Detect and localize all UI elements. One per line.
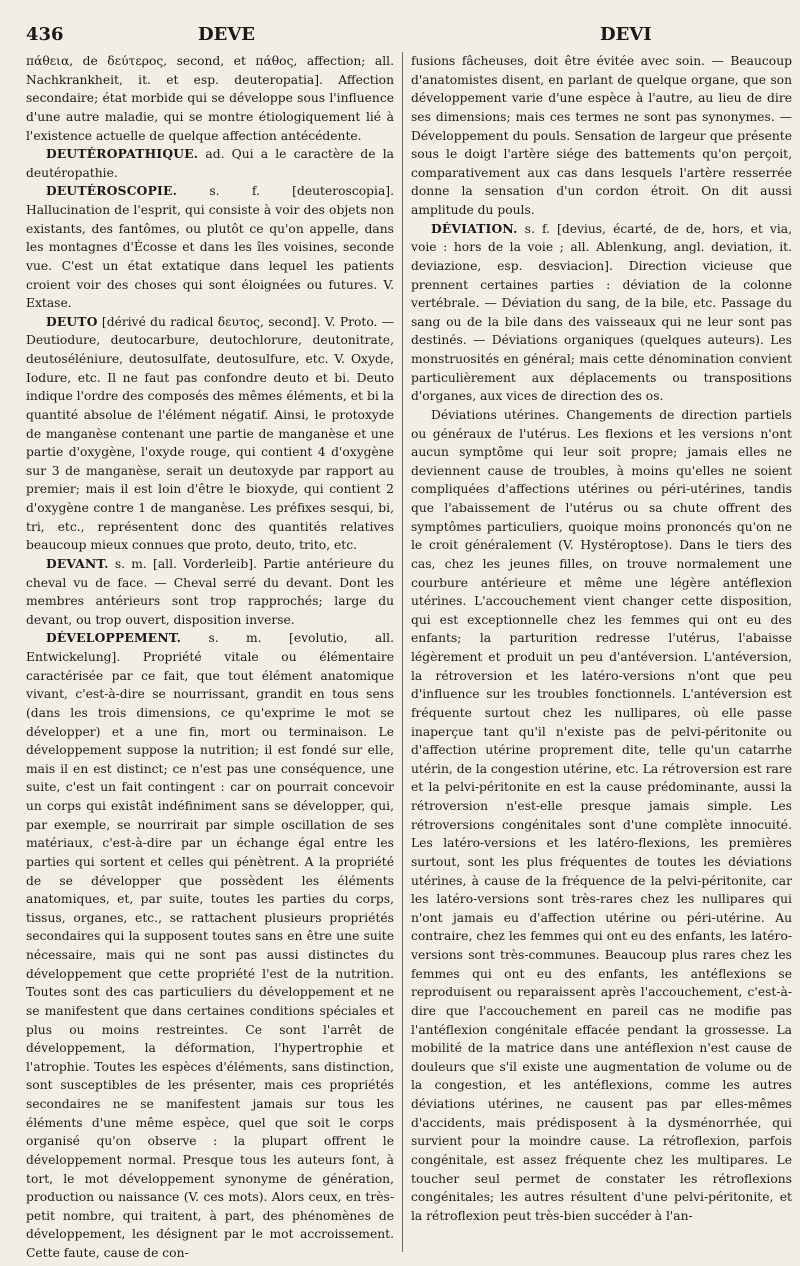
entry-deviation (411, 220, 792, 406)
entry-deuteropathique (26, 145, 394, 182)
right-column (411, 52, 792, 1260)
headword: DEUTO (46, 313, 98, 329)
headword: DÉVIATION. (431, 220, 518, 236)
definition: s. m. [evolutio, all. Entwickelung]. Propriété vitale ou élémentaire caractérisée par ce fait, que tout élément anatomique vivant, c'est-à-dire se nourrissant, grandit en tous sens (dans les trois dimensions, ce qu'exprime le mot se développer) et a une fin, mort ou terminaison. Le développement suppose la nutrition; il est fondé sur elle, mais il en est distinct; ce n'est pas une conséquence, une suite, c'est un fait contingent : car on pourrait concevoir un corps qui existât indéfiniment sans se développer, qui, par exemple, se nourrirait par simple oscillation de ses matériaux, c'est-à-dire par un échange égal entre les parties qui sortent et celles qui pénètrent. A la propriété de se développer que possèdent les éléments anatomiques, et, par suite, toutes les parties du corps, tissus, organes, etc., se rattachent plusieurs propriétés secondaires qui la supposent toutes sans en être une suite nécessaire, mais qui ne sont pas aussi distinctes du développement que cette propriété l'est de la nutrition. Toutes sont des cas particuliers du développement et ne se manifestent que dans certaines conditions spéciales et plus ou moins restreintes. Ce sont l'arrêt de développement, la déformation, l'hypertrophie et l'atrophie. Toutes les espèces d'éléments, sans distinction, sont susceptibles de les présenter, mais ces propriétés secondaires ne se manifestent jamais sur tous les éléments d'une même espèce, quel que soit le corps organisé qu'on observe : la plupart offrent le développement normal. Presque tous les auteurs font, à tort, le mot développement synonyme de génération, production ou naissance (V. ces mots). Alors ceux, en très-petit nombre, qui traitent, à part, des phénomènes de développement, les désignent par le mot accroissement. Cette faute, cause de con- (26, 631, 394, 1260)
paragraph-text: πάθεια, de δεύτερος, second, et πάθος, affection; all. Nachkrankheit, it. et esp. deuteropatia]. Affection secondaire; état morbide qui se développe sous l'influence d'une autre maladie, qui se montre étiologiquement lié à l'existence actuelle de quelque affection antécédente. (26, 54, 394, 143)
page-header (26, 24, 792, 48)
paragraph-continued (411, 52, 792, 220)
definition: ad. Qui a le caractère de la deutéropathie. (26, 147, 394, 180)
column-divider (402, 52, 403, 1252)
page-number: 436 (26, 24, 64, 45)
headword: DEVANT. (46, 555, 109, 571)
entry-deuto (26, 313, 394, 555)
paragraph-text: Déviations utérines. Changements de direction partiels ou généraux de l'utérus. Les flexions et les versions n'ont aucun symptôme qui leur soit propre; jamais elles ne deviennent cause de troubles, à moins qu'elles ne soient compliquées d'affections utérines ou péri-utérines, tandis que l'abaissement de l'utérus ou sa chute offrent des symptômes particuliers, quoique moins prononcés qu'on ne le croit généralement (V. Hystéroptose). Dans le tiers des cas, chez les jeunes filles, on trouve normalement une courbure antérieure et même une légère antéflexion utérines. L'accouchement vient changer cette disposition, qui est exceptionnelle chez les femmes qui ont eu des enfants; la parturition redresse l'utérus, l'abaisse légèrement et produit un peu d'antéversion. L'antéversion, la rétroversion et les latéro-versions n'ont que peu d'influence sur les troubles fonctionnels. L'antéversion est fréquente surtout chez les nullipares, où elle passe inaperçue tant qu'il n'existe pas de pelvi-péritonite ou d'affection utérine proprement dite, telle qu'un catarrhe utérin, de la congestion utérine, etc. La rétroversion est rare et la pelvi-péritonite en est la cause prédominante, aussi la rétroversion n'est-elle presque jamais simple. Les rétroversions congénitales sont d'une complète innocuité. Les latéro-versions et les latéro-flexions, les premières surtout, sont les plus fréquentes de toutes les déviations utérines, à cause de la fréquence de la pelvi-péritonite, car les latéro-versions sont très-rares chez les nullipares qui n'ont jamais eu d'affection utérine ou péri-utérine. Au contraire, chez les femmes qui ont eu des enfants, les latéro-versions sont très-communes. Beaucoup plus rares chez les femmes qui ont eu des enfants, les antéflexions se reproduisent ou reparaissent après l'accouchement, c'est-à-dire que l'accouchement en pareil cas ne modifie pas l'antéflexion congénitale effacée pendant la grossesse. La mobilité de la matrice dans une antéflexion n'est cause de douleurs que s'il existe une augmentation de volume ou de la congestion, et les antéflexions, comme les autres déviations utérines, ne causent pas par elles-mêmes d'accidents, mais prédisposent à la dysménorrhée, qui survient pour la moindre cause. La rétroflexion, parfois congénitale, est assez fréquente chez les multipares. Le toucher seul permet de constater les rétroflexions congénitales; les autres résultent d'une pelvi-péritonite, et la rétroflexion peut très-bien succéder à l'an- (411, 407, 792, 1223)
paragraph-continued (26, 52, 394, 145)
headword: DEUTÉROPATHIQUE. (46, 146, 199, 162)
headword: DÉVELOPPEMENT. (46, 630, 182, 646)
entry-developpement (26, 629, 394, 1260)
paragraph-text: fusions fâcheuses, doit être évitée avec soin. — Beaucoup d'anatomistes disent, en parlant de quelque organe, que son développement varie d'une espèce à l'autre, au lieu de dire ses dimensions; mais ces termes ne sont pas synonymes. — Développement du pouls. Sensation de largeur que présente sous le doigt l'artère siége des battements qu'on perçoit, comparativement aux cas dans lesquels l'artère resserrée donne la sensation d'un cordon étroit. On dit aussi amplitude du pouls. (411, 54, 792, 217)
definition: s. f. [deuteroscopia]. Hallucination de l'esprit, qui consiste à voir des objets non existants, des fantômes, ou plutôt ce qu'on appelle, dans les montagnes d'Écosse et dans les îles voisines, seconde vue. C'est un état extatique dans lequel les patients croient voir des choses qui sont éloignées ou futures. V. Extase. (26, 184, 394, 311)
left-column (26, 52, 394, 1260)
entry-devant (26, 555, 394, 630)
definition: s. m. [all. Vorderleib]. Partie antérieure du cheval vu de face. — Cheval serré du devant. Dont les membres antérieurs sont trop rapprochés; large du devant, ou trop ouvert, disposition inverse. (26, 556, 394, 627)
definition: [dérivé du radical δευτος, second]. V. Proto. — Deutiodure, deutocarbure, deutochlorure, deutonitrate, deutoséléniure, deutosulfate, deutosulfure, etc. V. Oxyde, Iodure, etc. Il ne faut pas confondre deuto et bi. Deuto indique l'ordre des composés des mêmes éléments, et bi la quantité absolue de l'élément négatif. Ainsi, le protoxyde de manganèse contenant une partie de manganèse et une partie d'oxygène, l'oxyde rouge, qui contient 4 d'oxygène sur 3 de manganèse, serait un deutoxyde par rapport au premier; mais il est loin d'être le bioxyde, qui contient 2 d'oxygène contre 1 de manganèse. Les préfixes sesqui, bi, tri, etc., représentent donc des quantités relatives beaucoup mieux connues que proto, deuto, trito, etc. (26, 314, 394, 553)
entry-deuteroscopie (26, 182, 394, 312)
running-head-right: DEVI (600, 24, 652, 45)
definition: s. f. [devius, écarté, de de, hors, et via, voie : hors de la voie ; all. Ablenkung, angl. deviation, it. deviazione, esp. desviacion]. Direction vicieuse que prennent certaines parties : déviation de la colonne vertébrale. — Déviation du sang, de la bile, etc. Passage du sang ou de la bile dans des vaisseaux qui ne leur sont pas destinés. — Déviations organiques (quelques auteurs). Les monstruosités en général; mais cette dénomination convient particulièrement aux déplacements ou transpositions d'organes, aux vices de direction des os. (411, 221, 792, 404)
running-head-left: DEVE (198, 24, 256, 45)
headword: DEUTÉROSCOPIE. (46, 183, 178, 199)
entry-deviations-uterines (411, 406, 792, 1226)
